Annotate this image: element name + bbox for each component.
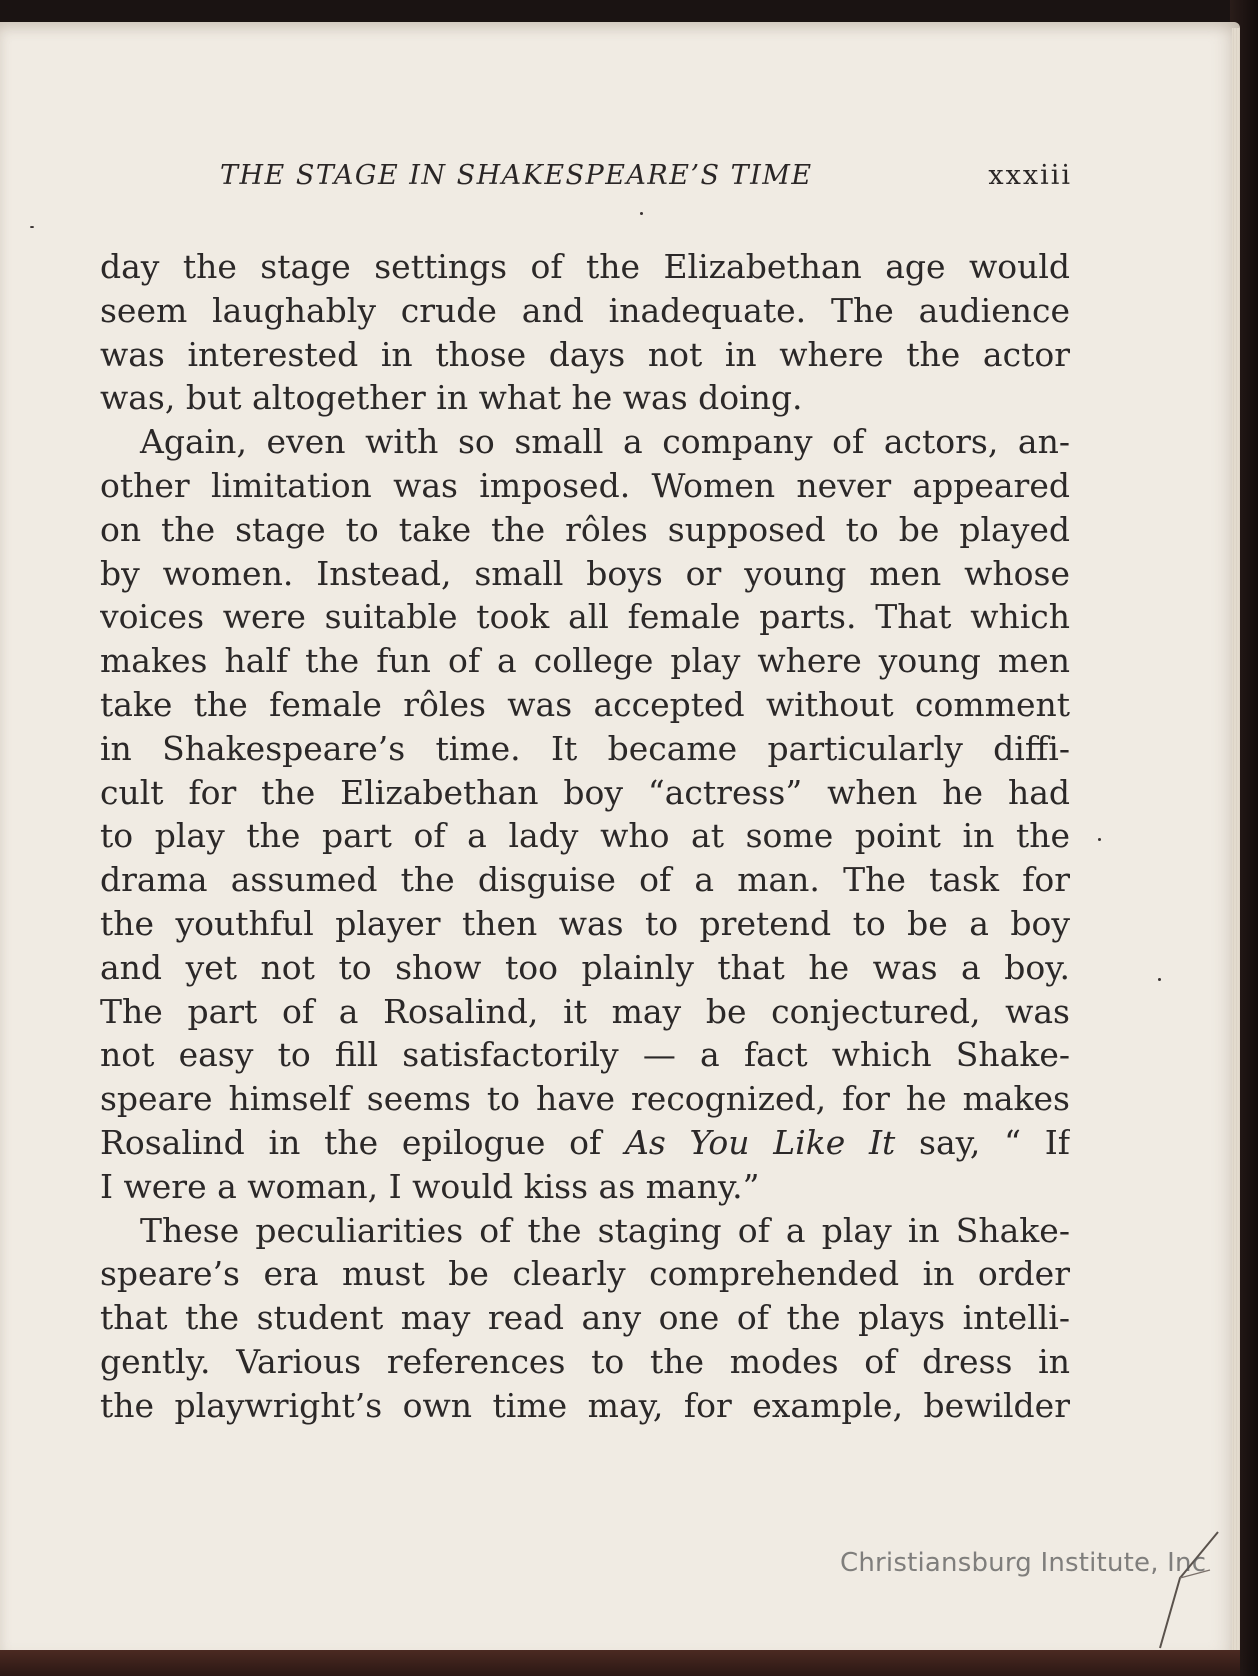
page-number: xxxiii xyxy=(988,160,1072,191)
text-line: by women. Instead, small boys or young men whose xyxy=(100,553,1070,593)
text-line: and yet not to show too plainly that he was a boy. xyxy=(100,947,1070,987)
text-line: I were a woman, I would kiss as many.” xyxy=(100,1166,760,1206)
text-line: The part of a Rosalind, it may be conjectured, was xyxy=(100,991,1070,1031)
paper-speck xyxy=(640,212,643,215)
text-segment: Rosalind in the epilogue of xyxy=(100,1122,625,1162)
text-line: on the stage to take the rôles supposed to be played xyxy=(100,509,1070,549)
text-line: in Shakespeare’s time. It became particularly diffi- xyxy=(100,728,1070,768)
paper-speck xyxy=(30,226,34,228)
text-line: speare himself seems to have recognized, for he makes xyxy=(100,1079,1070,1119)
body-text xyxy=(100,245,1070,1428)
text-line: was, but altogether in what he was doing. xyxy=(100,378,803,418)
book-cover-edge xyxy=(0,1650,1240,1676)
text-line-with-title xyxy=(100,1121,1070,1165)
play-title: As You Like It xyxy=(624,1122,896,1162)
text-line: voices were suitable took all female parts. That which xyxy=(100,597,1070,637)
text-line: makes half the fun of a college play where young men xyxy=(100,641,1070,681)
text-line: to play the part of a lady who at some point in the xyxy=(100,816,1070,856)
text-line: drama assumed the disguise of a man. The task for xyxy=(100,860,1070,900)
paragraph-start-line: These peculiarities of the staging of a play in Shake- xyxy=(140,1210,1070,1250)
text-line: not easy to fill satisfactorily — a fact which Shake- xyxy=(100,1035,1070,1075)
text-line: seem laughably crude and inadequate. The audience xyxy=(100,290,1070,330)
text-line: the youthful player then was to pretend to be a boy xyxy=(100,903,1070,943)
text-line: was interested in those days not in where the actor xyxy=(100,334,1070,374)
text-line: other limitation was imposed. Women never appeared xyxy=(100,465,1070,505)
paper-speck xyxy=(1098,838,1101,841)
text-line: gently. Various references to the modes of dress in xyxy=(100,1341,1070,1381)
text-line: take the female rôles was accepted without comment xyxy=(100,684,1070,724)
paper-speck xyxy=(1158,978,1161,981)
paragraph-start-line: Again, even with so small a company of actors, an- xyxy=(140,422,1070,462)
text-line: cult for the Elizabethan boy “actress” when he had xyxy=(100,772,1070,812)
page-fore-edge xyxy=(1232,28,1240,1658)
text-line: the playwright’s own time may, for example, bewilder xyxy=(100,1385,1070,1425)
text-line: day the stage settings of the Elizabethan age would xyxy=(100,247,1070,286)
text-line: speare’s era must be clearly comprehended in order xyxy=(100,1254,1070,1294)
watermark: Christiansburg Institute, Inc xyxy=(840,1548,1207,1578)
running-head-title: THE STAGE IN SHAKESPEARE’S TIME xyxy=(220,160,813,191)
running-head xyxy=(220,160,1080,200)
text-segment: say, “ If xyxy=(895,1122,1070,1162)
text-line: that the student may read any one of the plays intelli- xyxy=(100,1298,1070,1338)
